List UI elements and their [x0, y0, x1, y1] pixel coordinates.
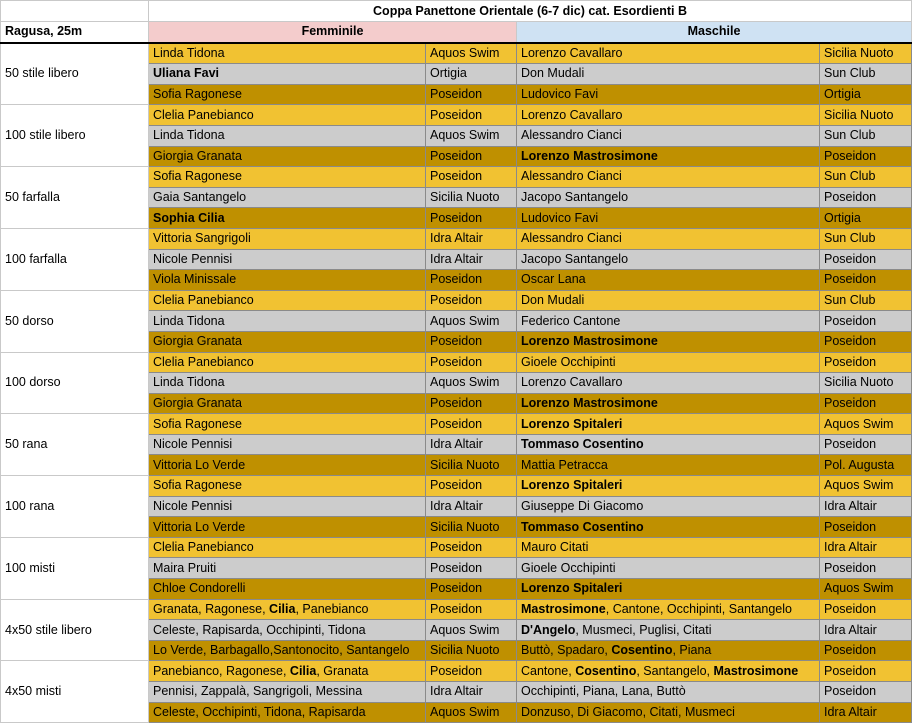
name-part: Linda Tidona [153, 128, 225, 143]
name-part: Vittoria Sangrigoli [153, 231, 251, 246]
male-athlete [517, 84, 820, 105]
male-athlete [517, 167, 820, 188]
male-header: Maschile [517, 22, 912, 43]
male-club: Sun Club [820, 167, 912, 188]
female-athlete [149, 661, 426, 682]
name-part: Pennisi, Zappalà, Sangrigoli, Messina [153, 684, 363, 699]
female-club: Poseidon [426, 393, 517, 414]
name-part: Giorgia Granata [153, 395, 242, 410]
female-athlete [149, 43, 426, 64]
female-athlete [149, 517, 426, 538]
male-athlete [517, 373, 820, 394]
female-club: Idra Altair [426, 496, 517, 517]
event-name: 50 dorso [1, 290, 149, 352]
female-club: Poseidon [426, 414, 517, 435]
name-part: Linda Tidona [153, 375, 225, 390]
male-athlete [517, 599, 820, 620]
male-club: Sicilia Nuoto [820, 373, 912, 394]
male-athlete [517, 311, 820, 332]
female-club: Poseidon [426, 270, 517, 291]
name-part: Panebianco, Ragonese, [153, 663, 290, 678]
male-club: Poseidon [820, 682, 912, 703]
male-athlete [517, 496, 820, 517]
male-club: Ortigia [820, 208, 912, 229]
female-club: Sicilia Nuoto [426, 187, 517, 208]
name-part: Sofia Ragonese [153, 478, 242, 493]
female-club: Aquos Swim [426, 311, 517, 332]
name-part: Cosentino [611, 643, 673, 658]
name-part: Sofia Ragonese [153, 169, 242, 184]
male-athlete [517, 43, 820, 64]
male-club: Poseidon [820, 187, 912, 208]
female-club: Idra Altair [426, 682, 517, 703]
name-part: , Granata [316, 663, 369, 678]
name-part: Cilia [289, 663, 317, 678]
female-athlete [149, 476, 426, 497]
name-part: , Panebianco [295, 601, 369, 616]
event-name: 4x50 stile libero [1, 599, 149, 661]
male-athlete [517, 208, 820, 229]
name-part: Lorenzo Mastrosimone [521, 334, 658, 349]
name-part: Lorenzo Spitaleri [521, 478, 623, 493]
name-part: Lorenzo Cavallaro [521, 107, 623, 122]
male-athlete [517, 414, 820, 435]
name-part: Jacopo Santangelo [521, 251, 629, 266]
male-club: Poseidon [820, 352, 912, 373]
name-part: Nicole Pennisi [153, 251, 233, 266]
name-part: Cosentino [575, 663, 637, 678]
male-athlete [517, 620, 820, 641]
male-club: Poseidon [820, 517, 912, 538]
male-athlete [517, 290, 820, 311]
female-athlete [149, 249, 426, 270]
female-athlete [149, 414, 426, 435]
male-athlete [517, 125, 820, 146]
female-athlete [149, 640, 426, 661]
male-athlete [517, 393, 820, 414]
female-athlete [149, 599, 426, 620]
female-club: Aquos Swim [426, 702, 517, 723]
name-part: Lorenzo Spitaleri [521, 581, 623, 596]
female-header: Femminile [149, 22, 517, 43]
female-club: Poseidon [426, 331, 517, 352]
male-athlete [517, 558, 820, 579]
male-athlete [517, 476, 820, 497]
male-club: Poseidon [820, 270, 912, 291]
male-athlete [517, 105, 820, 126]
male-club: Poseidon [820, 661, 912, 682]
name-part: Giorgia Granata [153, 148, 242, 163]
female-club: Poseidon [426, 208, 517, 229]
name-part: Lorenzo Cavallaro [521, 375, 623, 390]
male-club: Poseidon [820, 146, 912, 167]
female-athlete [149, 270, 426, 291]
name-part: Alessandro Cianci [521, 169, 622, 184]
male-athlete [517, 682, 820, 703]
name-part: Nicole Pennisi [153, 437, 233, 452]
male-club: Sicilia Nuoto [820, 105, 912, 126]
header-row [1, 22, 912, 43]
male-club: Idra Altair [820, 620, 912, 641]
female-club: Poseidon [426, 146, 517, 167]
name-part: Linda Tidona [153, 313, 225, 328]
event-name: 100 stile libero [1, 105, 149, 167]
male-club: Poseidon [820, 434, 912, 455]
name-part: Giuseppe Di Giacomo [521, 498, 644, 513]
name-part: Mauro Citati [521, 540, 589, 555]
name-part: Lorenzo Cavallaro [521, 45, 623, 60]
name-part: Vittoria Lo Verde [153, 519, 246, 534]
name-part: Celeste, Occhipinti, Tidona, Rapisarda [153, 704, 366, 719]
name-part: Sophia Cilia [153, 210, 225, 225]
name-part: Vittoria Lo Verde [153, 457, 246, 472]
male-athlete [517, 64, 820, 85]
female-athlete [149, 682, 426, 703]
name-part: Giorgia Granata [153, 334, 242, 349]
name-part: , Musmeci, Puglisi, Citati [575, 622, 712, 637]
event-name: 50 stile libero [1, 43, 149, 105]
female-club: Idra Altair [426, 249, 517, 270]
male-athlete [517, 434, 820, 455]
male-athlete [517, 517, 820, 538]
name-part: Celeste, Rapisarda, Occhipinti, Tidona [153, 622, 366, 637]
name-part: Gioele Occhipinti [521, 354, 616, 369]
name-part: Cantone, [521, 663, 576, 678]
female-athlete [149, 434, 426, 455]
name-part: Granata, Ragonese, [153, 601, 270, 616]
female-club: Poseidon [426, 290, 517, 311]
female-athlete [149, 146, 426, 167]
result-row-gold [1, 661, 912, 682]
male-athlete [517, 352, 820, 373]
male-club: Poseidon [820, 393, 912, 414]
male-athlete [517, 537, 820, 558]
female-athlete [149, 579, 426, 600]
male-club: Poseidon [820, 249, 912, 270]
female-athlete [149, 290, 426, 311]
results-body [1, 43, 912, 723]
name-part: Ludovico Favi [521, 210, 599, 225]
name-part: Ludovico Favi [521, 87, 599, 102]
name-part: Lorenzo Mastrosimone [521, 395, 658, 410]
name-part: Lo Verde, Barbagallo,Santonocito, Santangelo [153, 643, 410, 658]
name-part: Lorenzo Spitaleri [521, 416, 623, 431]
name-part: Clelia Panebianco [153, 293, 254, 308]
name-part: Buttò, Spadaro, [521, 643, 612, 658]
name-part: Mattia Petracca [521, 457, 608, 472]
male-athlete [517, 702, 820, 723]
name-part: Tommaso Cosentino [521, 519, 644, 534]
event-name: 4x50 misti [1, 661, 149, 723]
female-club: Sicilia Nuoto [426, 455, 517, 476]
name-part: Cilia [269, 601, 296, 616]
name-part: Sofia Ragonese [153, 87, 242, 102]
male-athlete [517, 270, 820, 291]
result-row-gold [1, 105, 912, 126]
female-athlete [149, 373, 426, 394]
name-part: Don Mudali [521, 66, 585, 81]
male-club: Idra Altair [820, 702, 912, 723]
male-club: Sun Club [820, 125, 912, 146]
female-club: Poseidon [426, 599, 517, 620]
female-club: Poseidon [426, 558, 517, 579]
name-part: Alessandro Cianci [521, 128, 622, 143]
male-club: Poseidon [820, 640, 912, 661]
female-club: Poseidon [426, 105, 517, 126]
male-club: Sun Club [820, 290, 912, 311]
venue-label: Ragusa, 25m [1, 22, 149, 43]
female-athlete [149, 105, 426, 126]
male-athlete [517, 640, 820, 661]
name-part: Gioele Occhipinti [521, 560, 616, 575]
result-row-gold [1, 414, 912, 435]
female-athlete [149, 64, 426, 85]
female-club: Aquos Swim [426, 125, 517, 146]
male-athlete [517, 455, 820, 476]
male-athlete [517, 187, 820, 208]
male-club: Poseidon [820, 558, 912, 579]
male-club: Ortigia [820, 84, 912, 105]
name-part: Linda Tidona [153, 45, 225, 60]
male-athlete [517, 331, 820, 352]
name-part: Nicole Pennisi [153, 498, 233, 513]
male-club: Sun Club [820, 228, 912, 249]
name-part: Tommaso Cosentino [521, 437, 644, 452]
female-club: Ortigia [426, 64, 517, 85]
name-part: Don Mudali [521, 293, 585, 308]
name-part: Donzuso, Di Giacomo, Citati, Musmeci [521, 704, 735, 719]
male-club: Idra Altair [820, 537, 912, 558]
name-part: Alessandro Cianci [521, 231, 622, 246]
female-athlete [149, 125, 426, 146]
male-athlete [517, 146, 820, 167]
male-club: Sicilia Nuoto [820, 43, 912, 64]
male-athlete [517, 661, 820, 682]
male-club: Aquos Swim [820, 476, 912, 497]
female-athlete [149, 187, 426, 208]
name-part: Oscar Lana [521, 272, 586, 287]
male-athlete [517, 228, 820, 249]
title-row [1, 1, 912, 22]
female-club: Idra Altair [426, 228, 517, 249]
name-part: Jacopo Santangelo [521, 190, 629, 205]
event-name: 100 misti [1, 537, 149, 599]
name-part: Clelia Panebianco [153, 354, 254, 369]
female-athlete [149, 352, 426, 373]
name-part: Mastrosimone [713, 663, 799, 678]
name-part: Uliana Favi [153, 66, 219, 81]
male-club: Sun Club [820, 64, 912, 85]
name-part: , Piana [672, 643, 712, 658]
result-row-gold [1, 599, 912, 620]
female-athlete [149, 311, 426, 332]
female-club: Sicilia Nuoto [426, 640, 517, 661]
female-club: Poseidon [426, 537, 517, 558]
name-part: Occhipinti, Piana, Lana, Buttò [521, 684, 686, 699]
blank-corner-cell [1, 1, 149, 22]
female-athlete [149, 228, 426, 249]
male-athlete [517, 249, 820, 270]
female-athlete [149, 167, 426, 188]
name-part: Sofia Ragonese [153, 416, 242, 431]
result-row-gold [1, 352, 912, 373]
name-part: , Cantone, Occhipinti, Santangelo [605, 601, 792, 616]
female-club: Poseidon [426, 476, 517, 497]
result-row-gold [1, 290, 912, 311]
name-part: Lorenzo Mastrosimone [521, 148, 658, 163]
result-row-gold [1, 167, 912, 188]
female-athlete [149, 558, 426, 579]
female-club: Poseidon [426, 352, 517, 373]
female-club: Sicilia Nuoto [426, 517, 517, 538]
female-club: Poseidon [426, 84, 517, 105]
female-club: Aquos Swim [426, 43, 517, 64]
page-title: Coppa Panettone Orientale (6-7 dic) cat. Esordienti B [149, 1, 912, 22]
name-part: Mastrosimone [521, 601, 606, 616]
male-club: Poseidon [820, 599, 912, 620]
result-row-gold [1, 476, 912, 497]
name-part: Clelia Panebianco [153, 107, 254, 122]
male-club: Idra Altair [820, 496, 912, 517]
result-row-gold [1, 228, 912, 249]
name-part: Federico Cantone [521, 313, 621, 328]
female-athlete [149, 496, 426, 517]
event-name: 50 farfalla [1, 167, 149, 229]
female-athlete [149, 537, 426, 558]
result-row-gold [1, 43, 912, 64]
female-club: Poseidon [426, 661, 517, 682]
event-name: 50 rana [1, 414, 149, 476]
name-part: Chloe Condorelli [153, 581, 246, 596]
male-club: Aquos Swim [820, 579, 912, 600]
name-part: Viola Minissale [153, 272, 237, 287]
result-row-gold [1, 537, 912, 558]
female-athlete [149, 84, 426, 105]
name-part: Clelia Panebianco [153, 540, 254, 555]
name-part: Maira Pruiti [153, 560, 217, 575]
male-athlete [517, 579, 820, 600]
female-athlete [149, 702, 426, 723]
female-athlete [149, 208, 426, 229]
name-part: D'Angelo [521, 622, 576, 637]
event-name: 100 farfalla [1, 228, 149, 290]
name-part: Gaia Santangelo [153, 190, 247, 205]
male-club: Poseidon [820, 331, 912, 352]
female-club: Aquos Swim [426, 373, 517, 394]
male-club: Pol. Augusta [820, 455, 912, 476]
event-name: 100 rana [1, 476, 149, 538]
name-part: , Santangelo, [636, 663, 714, 678]
female-athlete [149, 393, 426, 414]
female-club: Idra Altair [426, 434, 517, 455]
female-club: Poseidon [426, 167, 517, 188]
female-athlete [149, 455, 426, 476]
male-club: Poseidon [820, 311, 912, 332]
event-name: 100 dorso [1, 352, 149, 414]
female-club: Poseidon [426, 579, 517, 600]
female-athlete [149, 331, 426, 352]
female-club: Aquos Swim [426, 620, 517, 641]
male-club: Aquos Swim [820, 414, 912, 435]
female-athlete [149, 620, 426, 641]
